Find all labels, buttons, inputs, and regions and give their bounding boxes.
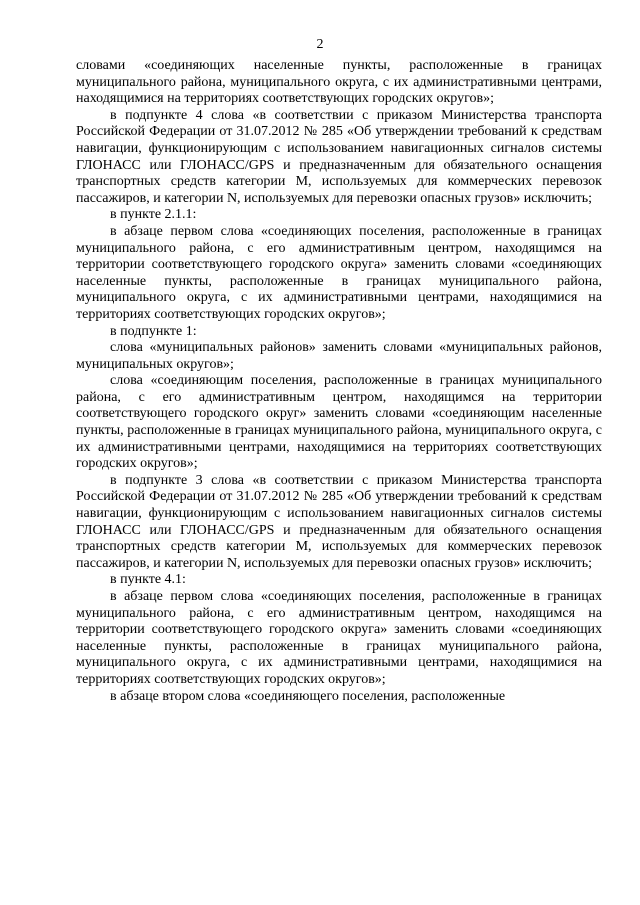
paragraph: слова «соединяющим поселения, расположенные в границах муниципального района, с его административным центром, находящимся на территории соответствующего городского округ» заменить словами «соединяющим населенные пункты, расположенные в границах муниципального района, муниципального округа, с их административными центрами, находящимися на территориях соответствующих городских округов»; xyxy=(76,373,602,472)
paragraph: в абзаце первом слова «соединяющих поселения, расположенные в границах муниципального района, с его административным центром, находящимся на территории соответствующего городского округа» заменить словами «соединяющих населенные пункты, расположенные в границах муниципального района, муниципального округа, с их административными центрами, находящимися на территориях соответствующих городских округов»; xyxy=(76,223,602,322)
paragraph: в подпункте 1: xyxy=(110,323,197,339)
paragraph: в абзаце первом слова «соединяющих поселения, расположенные в границах муниципального района, с его административным центром, находящимся на территории соответствующего городского округа» заменить словами «соединяющих населенные пункты, расположенные в границах муниципального района, муниципального округа, с их административными центрами, находящимися на территориях соответствующих городских округов»; xyxy=(76,589,602,687)
paragraph: в пункте 2.1.1: xyxy=(110,207,197,223)
page-number: 2 xyxy=(316,37,324,52)
document-body xyxy=(76,58,602,705)
paragraph: в пункте 4.1: xyxy=(110,572,186,588)
paragraph: в абзаце втором слова «соединяющего поселения, расположенные xyxy=(110,688,506,704)
paragraph: словами «соединяющих населенные пункты, расположенные в границах муниципального района, муниципального округа, с их административными центрами, находящимися на территориях соответствующих городских округов»; xyxy=(76,58,602,107)
paragraph: в подпункте 3 слова «в соответствии с приказом Министерства транспорта Российской Федерации от 31.07.2012 № 285 «Об утверждении требований к средствам навигации, функционирующим с использованием навигационных сигналов системы ГЛОНАСС или ГЛОНАСС/GPS и предназначенным для обязательного оснащения транспортных средств категории M, используемых для коммерческих перевозок пассажиров, и категории N, используемых для перевозки опасных грузов» исключить; xyxy=(76,472,602,571)
paragraph: в подпункте 4 слова «в соответствии с приказом Министерства транспорта Российской Федерации от 31.07.2012 № 285 «Об утверждении требований к средствам навигации, функционирующим с использованием навигационных сигналов системы ГЛОНАСС или ГЛОНАСС/GPS и предназначенным для обязательного оснащения транспортных средств категории M, используемых для коммерческих перевозок пассажиров, и категории N, используемых для перевозки опасных грузов» исключить; xyxy=(76,107,602,206)
paragraph: слова «муниципальных районов» заменить словами «муниципальных районов, муниципальных округов»; xyxy=(76,340,602,372)
